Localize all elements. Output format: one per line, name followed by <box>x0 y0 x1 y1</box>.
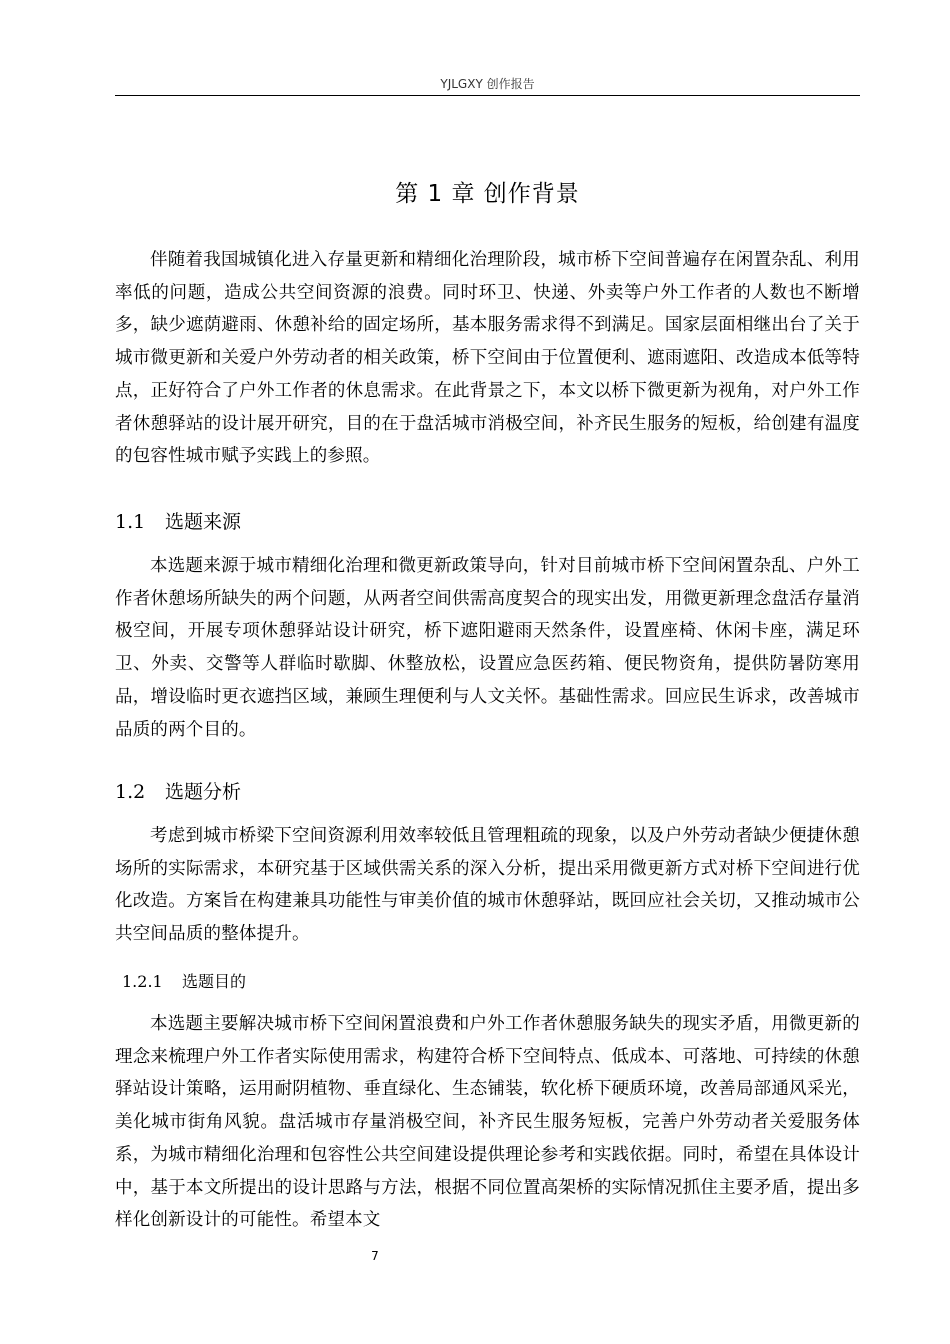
page-number: 7 <box>371 1249 379 1263</box>
section-1-1-paragraph: 本选题来源于城市精细化治理和微更新政策导向，针对目前城市桥下空间闲置杂乱、户外工作者休憩场所缺失的两个问题，从两者空间供需高度契合的现实出发，用微更新理念盘活存量消极空间，开展专项休憩驿站设计研究，桥下遮阳避雨天然条件，设置座椅、休闲卡座，满足环卫、外卖、交警等人群临时歇脚、休整放松，设置应急医药箱、便民物资角，提供防暑防寒用品，增设临时更衣遮挡区域，兼顾生理便利与人文关怀。基础性需求。回应民生诉求，改善城市品质的两个目的。 <box>115 556 860 740</box>
section-number: 1.2 <box>115 781 146 803</box>
section-number: 1.1 <box>115 511 146 533</box>
subsection-number: 1.2.1 <box>122 972 163 991</box>
section-title: 选题来源 <box>165 511 242 533</box>
running-header: YJLGXY 创作报告 <box>440 77 535 91</box>
section-title: 选题分析 <box>165 781 242 803</box>
section-heading-1-1 <box>115 508 860 536</box>
subsection-title: 选题目的 <box>182 972 247 991</box>
chapter-title: 第 1 章 创作背景 <box>395 181 580 207</box>
intro-paragraph: 伴随着我国城镇化进入存量更新和精细化治理阶段，城市桥下空间普遍存在闲置杂乱、利用率低的问题，造成公共空间资源的浪费。同时环卫、快递、外卖等户外工作者的人数也不断增多，缺少遮荫避雨、休憩补给的固定场所，基本服务需求得不到满足。国家层面相继出台了关于城市微更新和关爱户外劳动者的相关政策，桥下空间由于位置便利、遮雨遮阳、改造成本低等特点，正好符合了户外工作者的休息需求。在此背景之下，本文以桥下微更新为视角，对户外工作者休憩驿站的设计展开研究，目的在于盘活城市消极空间，补齐民生服务的短板，给创建有温度的包容性城市赋予实践上的参照。 <box>115 250 860 467</box>
section-1-2-paragraph: 考虑到城市桥梁下空间资源利用效率较低且管理粗疏的现象，以及户外劳动者缺少便捷休憩场所的实际需求，本研究基于区域供需关系的深入分析，提出采用微更新方式对桥下空间进行优化改造。方案旨在构建兼具功能性与审美价值的城市休憩驿站，既回应社会关切，又推动城市公共空间品质的整体提升。 <box>115 826 860 945</box>
header-divider <box>115 95 860 96</box>
subsection-heading-1-2-1 <box>122 970 862 994</box>
section-1-2-1-paragraph: 本选题主要解决城市桥下空间闲置浪费和户外工作者休憩服务缺失的现实矛盾，用微更新的理念来梳理户外工作者实际使用需求，构建符合桥下空间特点、低成本、可落地、可持续的休憩驿站设计策略，运用耐阴植物、垂直绿化、生态铺装，软化桥下硬质环境，改善局部通风采光，美化城市街角风貌。盘活城市存量消极空间，补齐民生服务短板，完善户外劳动者关爱服务体系，为城市精细化治理和包容性公共空间建设提供理论参考和实践依据。同时，希望在具体设计中，基于本文所提出的设计思路与方法，根据不同位置高架桥的实际情况抓住主要矛盾，提出多样化创新设计的可能性。希望本文 <box>115 1014 860 1231</box>
section-heading-1-2 <box>115 778 860 806</box>
